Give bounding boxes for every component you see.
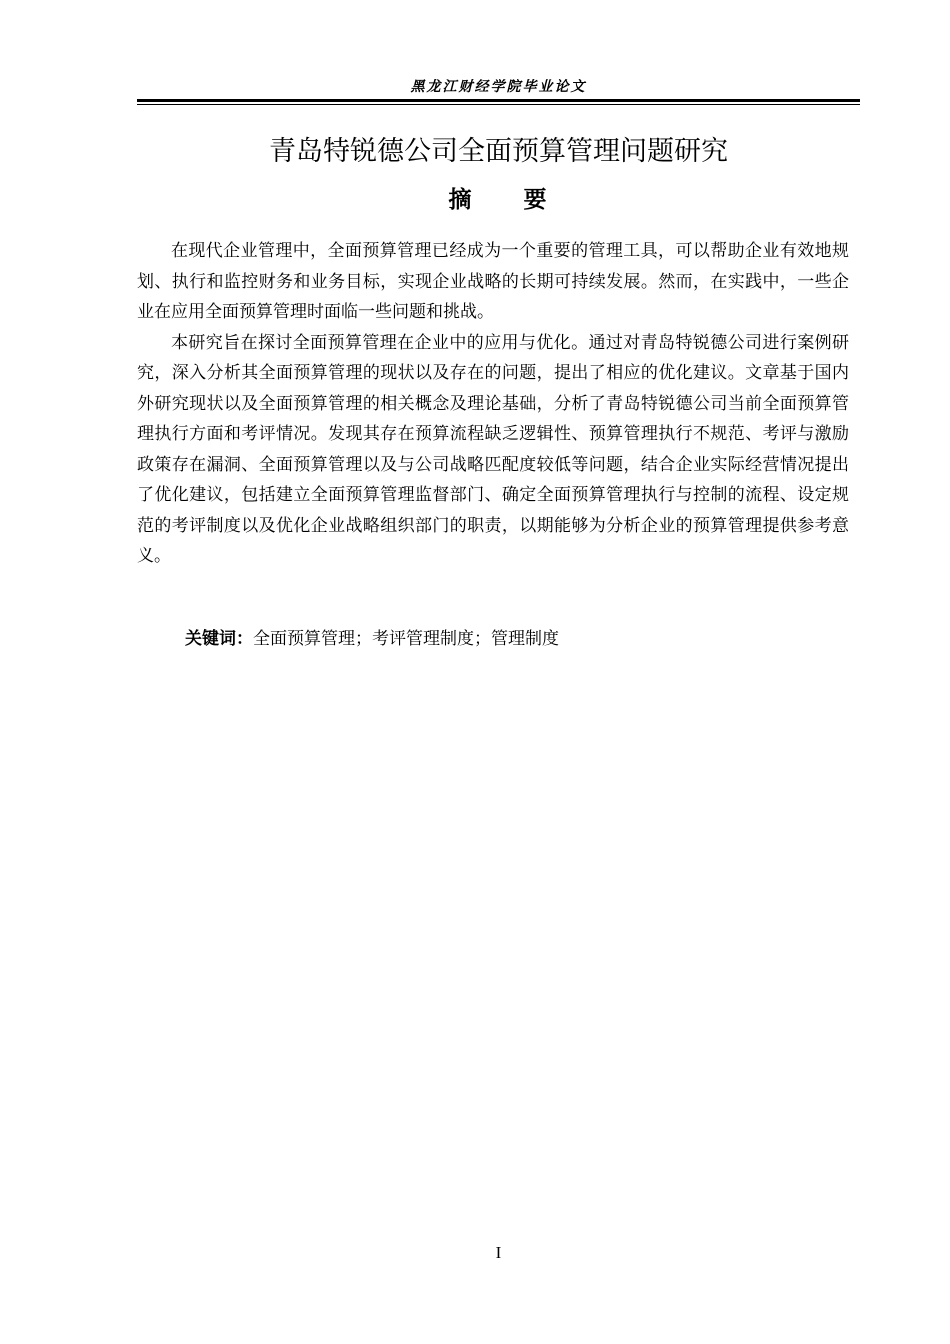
abstract-paragraph-2: 本研究旨在探讨全面预算管理在企业中的应用与优化。通过对青岛特锐德公司进行案例研究，深入分析其全面预算管理的现状以及存在的问题，提出了相应的优化建议。文章基于国内外研究现状以及全面预算管理的相关概念及理论基础，分析了青岛特锐德公司当前全面预算管理执行方面和考评情况。发现其存在预算流程缺乏逻辑性、预算管理执行不规范、考评与激励政策存在漏洞、全面预算管理以及与公司战略匹配度较低等问题，结合企业实际经营情况提出了优化建议，包括建立全面预算管理监督部门、确定全面预算管理执行与控制的流程、设定规范的考评制度以及优化企业战略组织部门的职责，以期能够为分析企业的预算管理提供参考意义。	[137, 332, 849, 566]
thesis-title: 青岛特锐德公司全面预算管理问题研究	[269, 136, 728, 167]
header-rule-thin	[137, 104, 860, 105]
keywords-label: 关键词：	[185, 629, 253, 649]
keywords-value: 全面预算管理；考评管理制度；管理制度	[253, 629, 559, 649]
page-number: I	[495, 1243, 502, 1262]
keywords-line	[185, 625, 559, 653]
abstract-paragraph-1: 在现代企业管理中，全面预算管理已经成为一个重要的管理工具，可以帮助企业有效地规划、执行和监控财务和业务目标，实现企业战略的长期可持续发展。然而，在实践中，一些企业在应用全面预算管理时面临一些问题和挑战。	[137, 241, 849, 322]
header-rule-thick	[137, 99, 860, 102]
abstract-heading: 摘 要	[448, 187, 549, 213]
abstract-body	[137, 236, 849, 572]
running-header: 黑龙江财经学院毕业论文	[410, 79, 587, 95]
